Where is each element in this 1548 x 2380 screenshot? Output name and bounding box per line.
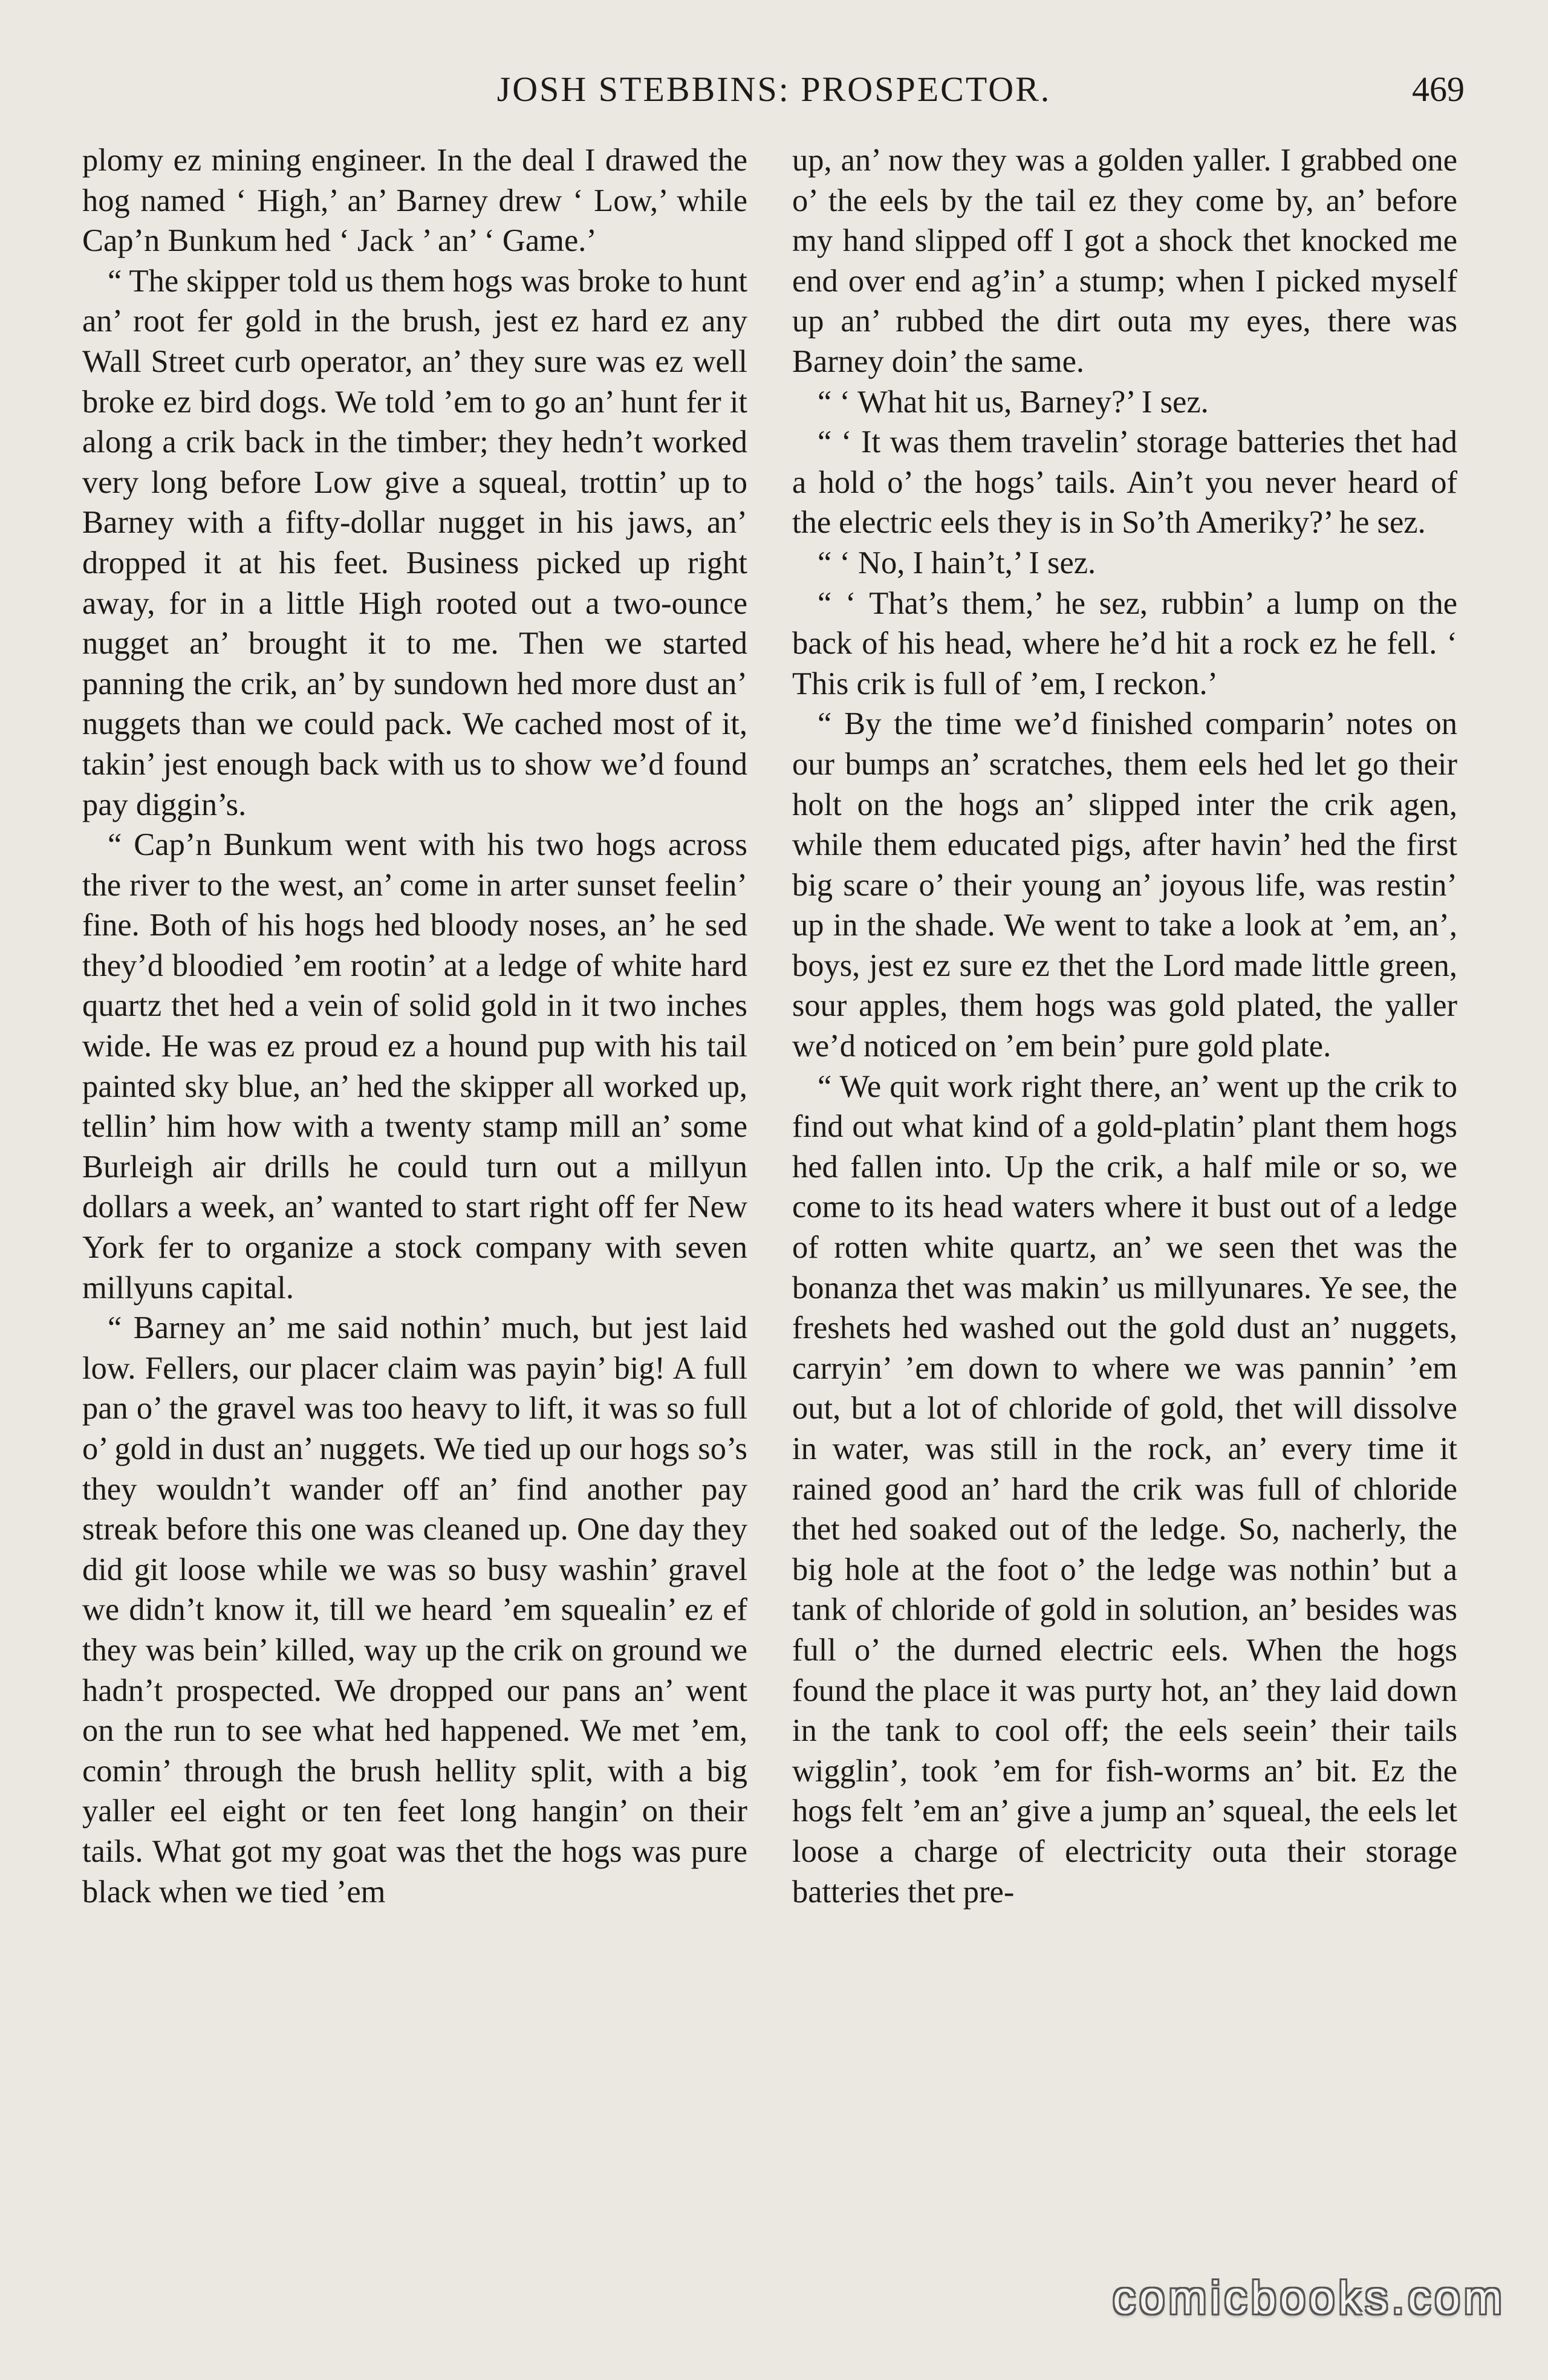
running-title: JOSH STEBBINS: PROSPECTOR. (496, 70, 1052, 109)
paragraph: “ By the time we’d finished comparin’ notes on our bumps an’ scratches, them eels hed let go their holt on the hogs an’ slipped inter the crik agen, while them educated pigs, after havin’ hed the first big scare o’ their young an’ joyous life, was restin’ up in the shade. We went to take a look at ’em, an’, boys, jest ez sure ez thet the Lord made little green, sour apples, them hogs was gold plated, the yaller we’d noticed on ’em bein’ pure gold plate. (792, 706, 1457, 1064)
paragraph: plomy ez mining engineer. In the deal I drawed the hog named ‘ High,’ an’ Barney drew ‘ Low,’ while Cap’n Bunkum hed ‘ Jack ’ an’ ‘ Game.’ (82, 143, 747, 259)
paragraph: up, an’ now they was a golden yaller. I grabbed one o’ the eels by the tail ez they come by, an’ before my hand slipped off I got a shock thet knocked me end over end ag’in’ a stump; when I picked myself up an’ rubbed the dirt outa my eyes, there was Barney doin’ the same. (792, 143, 1457, 379)
left-column (82, 140, 747, 1912)
site-watermark: comicbooks.com (1113, 2272, 1506, 2324)
paragraph: “ ‘ What hit us, Barney?’ I sez. (818, 384, 1209, 420)
page-number: 469 (1412, 70, 1465, 109)
paragraph: “ ‘ That’s them,’ he sez, rubbin’ a lump on the back of his head, where he’d hit a rock ez he fell. ‘ This crik is full of ’em, I reckon.’ (792, 585, 1457, 701)
paragraph: “ ‘ It was them travelin’ storage batteries thet had a hold o’ the hogs’ tails. Ain’t you never heard of the electric eels they is in So’th Ameriky?’ he sez. (792, 424, 1457, 541)
paragraph: “ ‘ No, I hain’t,’ I sez. (818, 545, 1096, 580)
running-head (0, 65, 1548, 114)
paragraph: “ We quit work right there, an’ went up the crik to find out what kind of a gold-platin’ plant them hogs hed fallen into. Up the crik, a half mile or so, we come to its head waters where it bust out of a ledge of rotten white quartz, an’ we seen thet was the bonanza thet was makin’ us millyunares. Ye see, the freshets hed washed out the gold dust an’ nuggets, carryin’ ’em down to where we was pannin’ ’em out, but a lot of chloride of gold, thet will dissolve in water, was still in the rock, an’ every time it rained good an’ hard the crik was full of chloride thet hed soaked out of the ledge. So, nacherly, the big hole at the foot o’ the ledge was nothin’ but a tank of chloride of gold in solution, an’ besides was full o’ the durned electric eels. When the hogs found the place it was purty hot, an’ they laid down in the tank to cool off; the eels seein’ their tails wigglin’, took ’em for fish-worms an’ bit. Ez the hogs felt ’em an’ give a jump an’ squeal, the eels let loose a charge of electricity outa their storage batteries thet pre- (792, 1068, 1457, 1910)
paragraph: “ Cap’n Bunkum went with his two hogs across the river to the west, an’ come in arter sunset feelin’ fine. Both of his hogs hed bloody noses, an’ he sed they’d bloodied ’em rootin’ at a ledge of white hard quartz thet hed a vein of solid gold in it two inches wide. He was ez proud ez a hound pup with his tail painted sky blue, an’ hed the skipper all worked up, tellin’ him how with a twenty stamp mill an’ some Burleigh air drills he could turn out a millyun dollars a week, an’ wanted to start right off fer New York fer to organize a stock company with seven millyuns capital. (82, 827, 747, 1305)
paragraph: “ The skipper told us them hogs was broke to hunt an’ root fer gold in the brush, jest ez hard ez any Wall Street curb operator, an’ they sure was ez well broke ez bird dogs. We told ’em to go an’ hunt fer it along a crik back in the timber; they hedn’t worked very long before Low give a squeal, trottin’ up to Barney with a fifty-dollar nugget in his jaws, an’ dropped it at his feet. Business picked up right away, for in a little High rooted out a two-ounce nugget an’ brought it to me. Then we started panning the crik, an’ by sundown hed more dust an’ nuggets than we could pack. We cached most of it, takin’ jest enough back with us to show we’d found pay diggin’s. (82, 263, 747, 822)
right-column (792, 140, 1457, 1912)
paragraph: “ Barney an’ me said nothin’ much, but jest laid low. Fellers, our placer claim was payin’ big! A full pan o’ the gravel was too heavy to lift, it was so full o’ gold in dust an’ nuggets. We tied up our hogs so’s they wouldn’t wander off an’ find another pay streak before this one was cleaned up. One day they did git loose while we was so busy washin’ gravel we didn’t know it, till we heard ’em squealin’ ez ef they was bein’ killed, way up the crik on ground we hadn’t prospected. We dropped our pans an’ went on the run to see what hed happened. We met ’em, comin’ through the brush hellity split, with a big yaller eel eight or ten feet long hangin’ on their tails. What got my goat was thet the hogs was pure black when we tied ’em (82, 1310, 747, 1910)
